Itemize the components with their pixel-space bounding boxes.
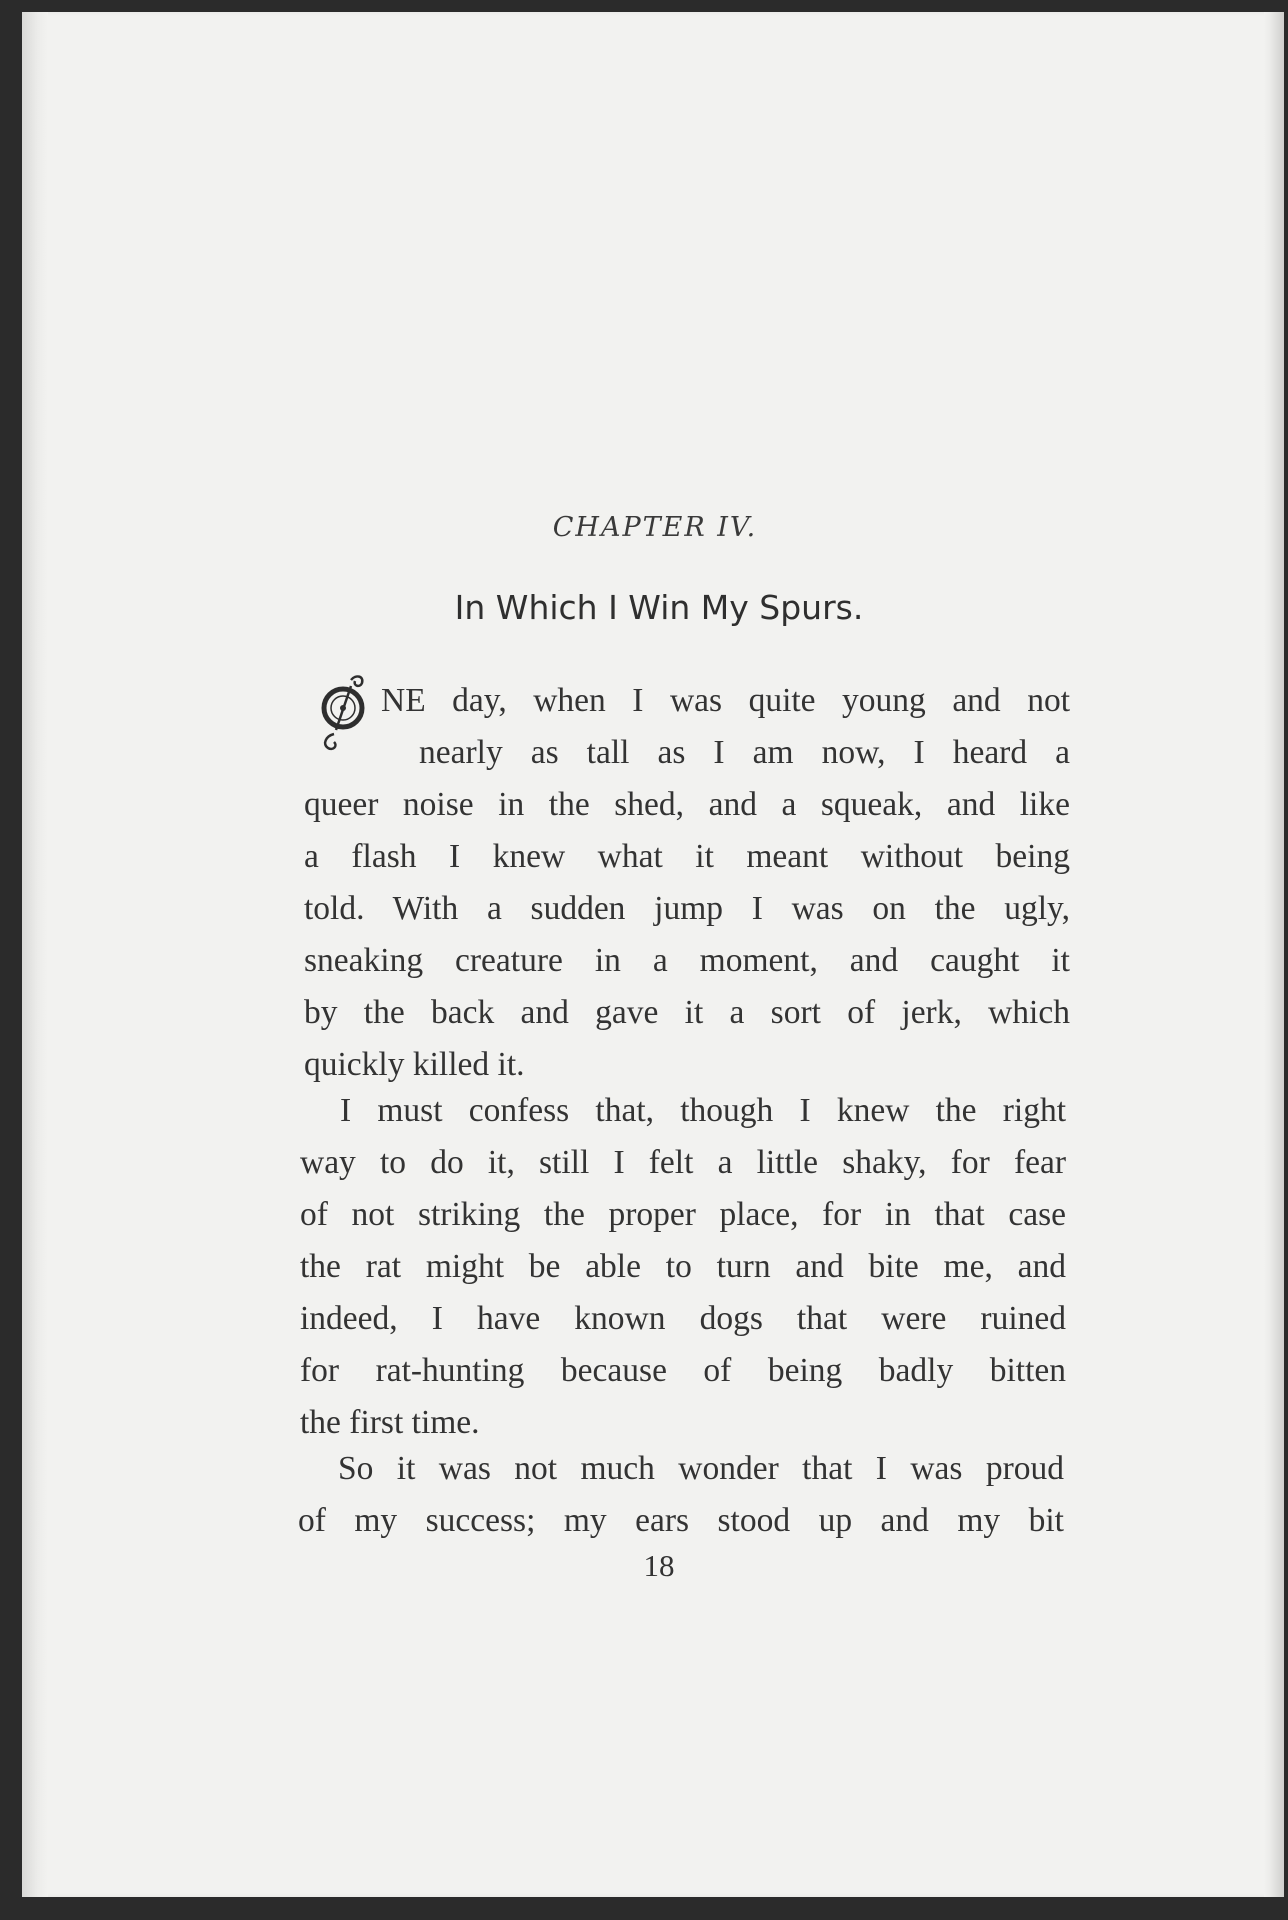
text-line: for rat-hunting because of being badly bitten: [300, 1352, 1066, 1389]
text-line: NE day, when I was quite young and not: [381, 682, 1070, 719]
text-line: the first time.: [300, 1404, 480, 1441]
text-line: nearly as tall as I am now, I heard a: [419, 734, 1070, 771]
text-line: indeed, I have known dogs that were ruined: [300, 1300, 1066, 1337]
text-line: queer noise in the shed, and a squeak, and like: [304, 786, 1070, 823]
text-line: quickly killed it.: [304, 1046, 525, 1083]
text-line: told. With a sudden jump I was on the ugly,: [304, 890, 1070, 927]
text-line: a flash I knew what it meant without being: [304, 838, 1070, 875]
page-fore-edge: [1264, 12, 1284, 1897]
paragraph-2: [300, 1085, 1066, 1449]
text-line: So it was not much wonder that I was proud: [338, 1450, 1064, 1487]
page-number: 18: [643, 1548, 675, 1583]
text-line: way to do it, still I felt a little shaky, for fear: [300, 1144, 1066, 1181]
text-line: sneaking creature in a moment, and caught it: [304, 942, 1070, 979]
text-line: I must confess that, though I knew the right: [340, 1092, 1066, 1129]
text-line: of not striking the proper place, for in that case: [300, 1196, 1066, 1233]
paragraph-1: [304, 675, 1070, 1091]
chapter-title: In Which I Win My Spurs.: [454, 588, 864, 627]
page-gutter-shadow: [22, 12, 48, 1897]
text-line: the rat might be able to turn and bite me, and: [300, 1248, 1066, 1285]
text-line: by the back and gave it a sort of jerk, which: [304, 994, 1070, 1031]
chapter-heading: CHAPTER IV.: [552, 512, 758, 543]
text-line: of my success; my ears stood up and my bit: [298, 1502, 1064, 1539]
paragraph-3: [298, 1443, 1064, 1547]
